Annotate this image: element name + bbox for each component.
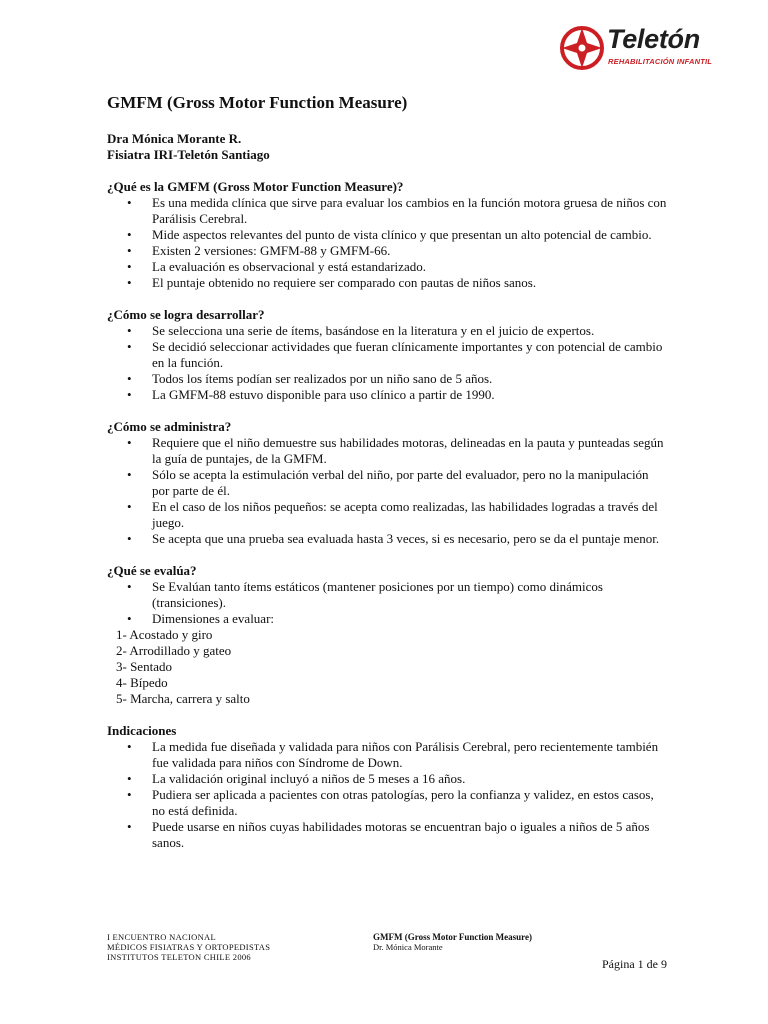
bullet-list xyxy=(107,323,667,403)
dimension-item: 1- Acostado y giro xyxy=(116,627,213,642)
dimension-item: 4- Bípedo xyxy=(116,675,168,690)
section-title: Indicaciones xyxy=(107,723,177,738)
teleton-cross-icon xyxy=(560,22,604,74)
footer-document-info xyxy=(373,932,532,952)
dimension-item: 2- Arrodillado y gateo xyxy=(116,643,232,658)
logo-brand-text: Teletón xyxy=(607,24,700,54)
section-title: ¿Qué es la GMFM (Gross Motor Function Measure)? xyxy=(107,179,404,194)
list-item: • Se selecciona una serie de ítems, basándose en la literatura y en el juicio de expertos. xyxy=(107,323,667,339)
dimension-item: 3- Sentado xyxy=(116,659,172,674)
footer-author: Dr. Mónica Morante xyxy=(373,942,443,952)
document-body xyxy=(107,93,667,851)
list-item: • Existen 2 versiones: GMFM-88 y GMFM-66. xyxy=(107,243,667,259)
page-number: Página 1 de 9 xyxy=(602,957,667,971)
footer-line: MÉDICOS FISIATRAS Y ORTOPEDISTAS xyxy=(107,942,271,952)
list-item: • La medida fue diseñada y validada para niños con Parálisis Cerebral, pero recientemente también fue validada para niños con Síndrome de Down. xyxy=(107,739,667,771)
list-item: • El puntaje obtenido no requiere ser comparado con pautas de niños sanos. xyxy=(107,275,667,291)
list-item: • Se acepta que una prueba sea evaluada hasta 3 veces, si es necesario, pero se da el puntaje menor. xyxy=(107,531,667,547)
section-what-is xyxy=(107,179,667,291)
page-title: GMFM (Gross Motor Function Measure) xyxy=(107,93,408,112)
author-role: Fisiatra IRI-Teletón Santiago xyxy=(107,147,270,162)
list-item: • Se decidió seleccionar actividades que fueran clínicamente importantes y con potencial de cambio en la función. xyxy=(107,339,667,371)
section-title: ¿Qué se evalúa? xyxy=(107,563,197,578)
page-footer xyxy=(107,932,667,972)
footer-line: INSTITUTOS TELETON CHILE 2006 xyxy=(107,952,251,962)
list-item: • La GMFM-88 estuvo disponible para uso clínico a partir de 1990. xyxy=(107,387,667,403)
section-development xyxy=(107,307,667,403)
section-evaluation xyxy=(107,563,667,707)
list-item: • Se Evalúan tanto ítems estáticos (mantener posiciones por un tiempo) como dinámicos (transiciones). xyxy=(107,579,667,611)
list-item: • Todos los ítems podían ser realizados por un niño sano de 5 años. xyxy=(107,371,667,387)
bullet-list xyxy=(107,435,667,547)
list-item: • Pudiera ser aplicada a pacientes con otras patologías, pero la confianza y validez, en estos casos, no está definida. xyxy=(107,787,667,819)
list-item: • Puede usarse en niños cuyas habilidades motoras se encuentran bajo o iguales a niños de 5 años sanos. xyxy=(107,819,667,851)
section-title: ¿Cómo se administra? xyxy=(107,419,232,434)
section-title: ¿Cómo se logra desarrollar? xyxy=(107,307,265,322)
list-item: • La evaluación es observacional y está estandarizado. xyxy=(107,259,667,275)
dimension-item: 5- Marcha, carrera y salto xyxy=(116,691,250,706)
list-item: • Requiere que el niño demuestre sus habilidades motoras, delineadas en la pauta y punteadas según la guía de puntajes, de la GMFM. xyxy=(107,435,667,467)
list-item: • Dimensiones a evaluar: xyxy=(107,611,667,627)
list-item: • Es una medida clínica que sirve para evaluar los cambios en la función motora gruesa de niños con Parálisis Cerebral. xyxy=(107,195,667,227)
footer-line: I ENCUENTRO NACIONAL xyxy=(107,932,216,942)
bullet-list xyxy=(107,739,667,851)
section-indications xyxy=(107,723,667,851)
footer-title: GMFM (Gross Motor Function Measure) xyxy=(373,932,532,942)
dimensions-list xyxy=(107,627,667,707)
list-item: • En el caso de los niños pequeños: se acepta como realizadas, las habilidades logradas a través del juego. xyxy=(107,499,667,531)
list-item: • Sólo se acepta la estimulación verbal del niño, por parte del evaluador, pero no la manipulación por parte de él. xyxy=(107,467,667,499)
bullet-list xyxy=(107,579,667,627)
bullet-list xyxy=(107,195,667,291)
list-item: • La validación original incluyó a niños de 5 meses a 16 años. xyxy=(107,771,667,787)
list-item: • Mide aspectos relevantes del punto de vista clínico y que presentan un alto potencial de cambio. xyxy=(107,227,667,243)
section-administration xyxy=(107,419,667,547)
author-name: Dra Mónica Morante R. xyxy=(107,131,242,146)
logo-subtitle: REHABILITACIÓN INFANTIL xyxy=(608,57,713,66)
footer-event-info xyxy=(107,932,270,962)
teleton-logo xyxy=(560,22,760,74)
